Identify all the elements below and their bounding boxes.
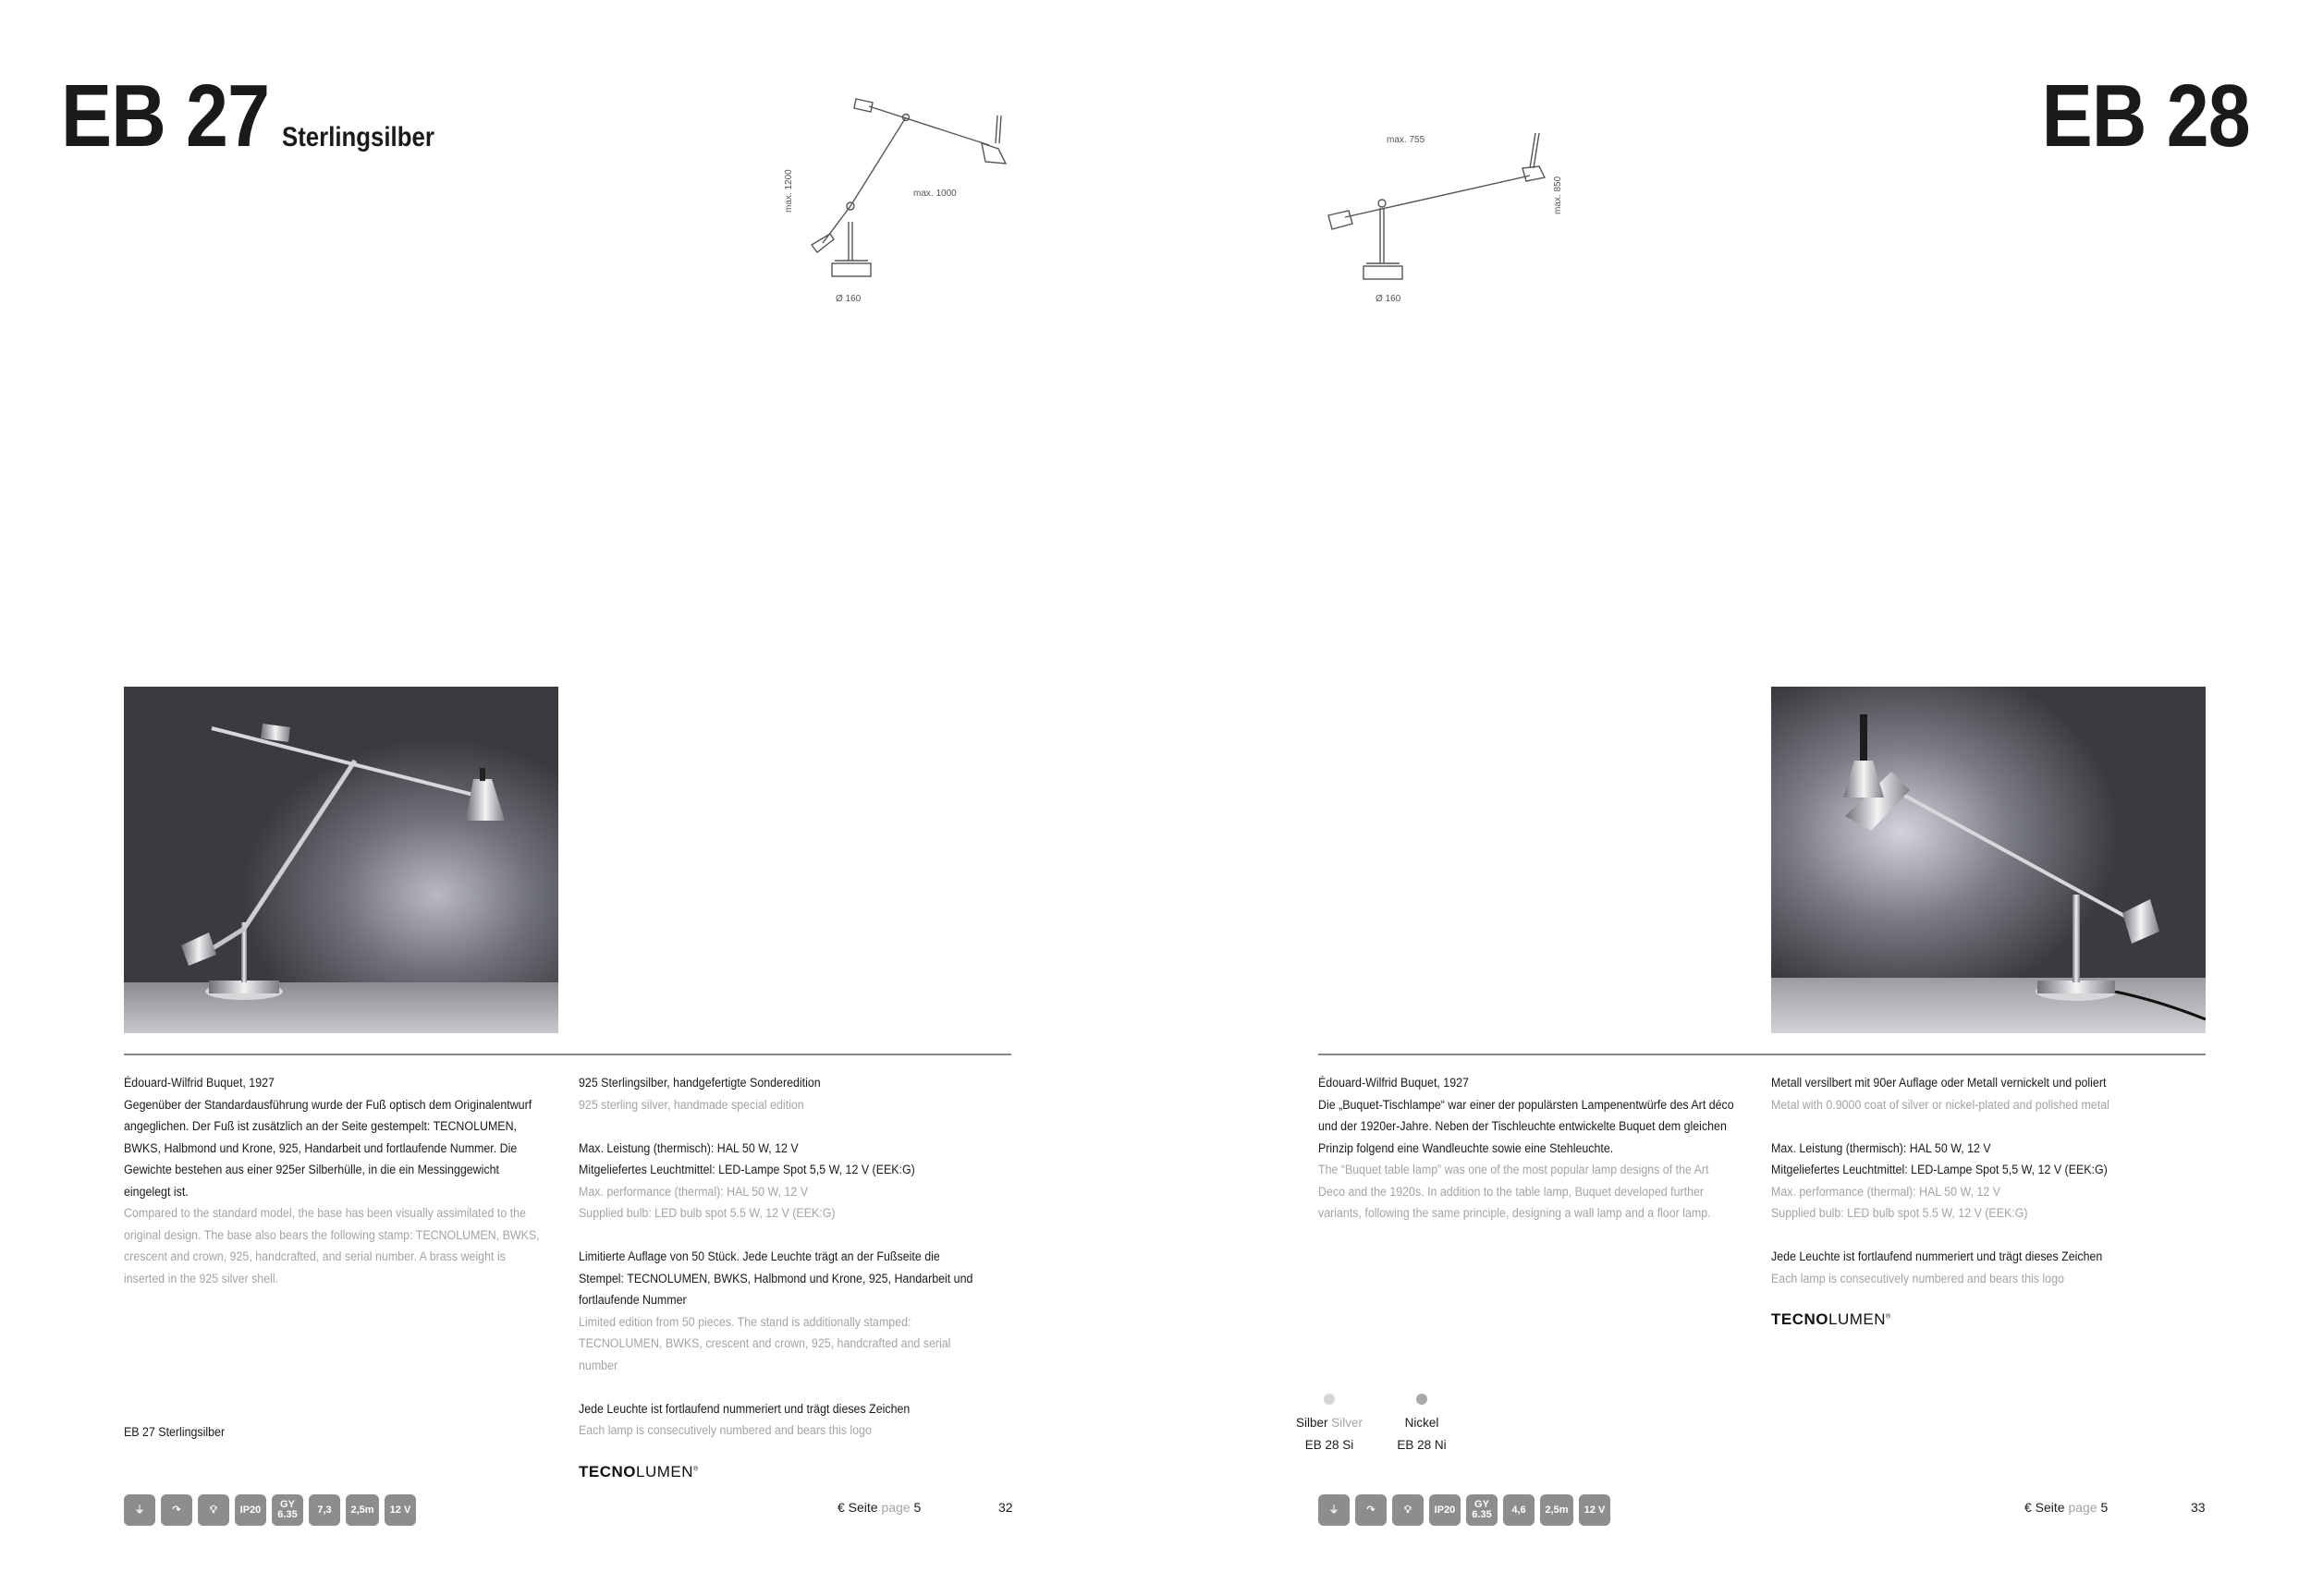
description-en: The “Buquet table lamp” was one of the most popular lamp designs of the Art Deco and the 1920s. In addition to the table lamp, Buquet developed further variants, following the same principle, designing a wall lamp and a floor lamp.: [1318, 1163, 1711, 1220]
numbered-de: Jede Leuchte ist fortlaufend nummeriert und trägt dieses Zeichen: [1771, 1249, 2103, 1263]
numbered-en: Each lamp is consecutively numbered and bears this logo: [579, 1423, 872, 1437]
variant-label: EB 27 Sterlingsilber: [124, 1425, 226, 1439]
swatch-dot-nickel: [1416, 1394, 1427, 1405]
bulb-en: Supplied bulb: LED bulb spot 5.5 W, 12 V (EEK:G): [579, 1206, 836, 1220]
swatch-label-silver: [1292, 1412, 1366, 1434]
swatch-name-en: Silver: [1331, 1416, 1363, 1430]
spec-icons-eb27: [124, 1494, 416, 1526]
page-ref-number: 5: [2100, 1500, 2109, 1515]
description-block-eb28: [1318, 1072, 1735, 1224]
divider-rule: [1318, 1054, 2206, 1055]
lamp-illustration-eb28: [1771, 687, 2206, 1033]
model-title-eb27: EB 27: [61, 67, 270, 165]
adjustable-arm-icon: ↷: [161, 1494, 192, 1526]
description-block-eb27: [124, 1072, 541, 1289]
logo-light: LUMEN: [636, 1463, 694, 1480]
weight-icon: 4,6: [1503, 1494, 1535, 1526]
finish-swatch-nickel[interactable]: [1385, 1394, 1459, 1456]
dimension-drawing-eb27: [776, 88, 1035, 319]
material-de: Metall versilbert mit 90er Auflage oder Metall vernickelt und poliert: [1771, 1076, 2107, 1090]
power-de: Max. Leistung (thermisch): HAL 50 W, 12 V: [1771, 1140, 1991, 1155]
power-de: Max. Leistung (thermisch): HAL 50 W, 12 V: [579, 1140, 799, 1155]
power-en: Max. performance (thermal): HAL 50 W, 12 V: [1771, 1184, 2001, 1199]
spec-block-eb27: [579, 1072, 978, 1442]
product-photo-eb27: [124, 687, 558, 1033]
designer-title: Édouard-Wilfrid Buquet, 1927: [124, 1076, 275, 1090]
material-en: Metal with 0.9000 coat of silver or nickel-plated and polished metal: [1771, 1097, 2109, 1112]
swatch-dot-silver: [1324, 1394, 1335, 1405]
logo-mark: ®: [693, 1466, 699, 1473]
tecnolumen-logo-left: [579, 1463, 699, 1481]
finish-swatch-silver[interactable]: [1292, 1394, 1366, 1456]
bulb-de: Mitgeliefertes Leuchtmittel: LED-Lampe Spot 5,5 W, 12 V (EEK:G): [579, 1163, 915, 1176]
page-ref-number: 5: [913, 1500, 922, 1515]
product-photo-eb28: [1771, 687, 2206, 1033]
bulb-icon: 💡︎: [198, 1494, 229, 1526]
swatch-name-de: Silber: [1295, 1416, 1328, 1430]
adjustable-arm-icon: ↷: [1355, 1494, 1387, 1526]
dimension-height: max. 850: [1553, 176, 1563, 214]
spec-icons-eb28: [1318, 1494, 1610, 1526]
power-en: Max. performance (thermal): HAL 50 W, 12 V: [579, 1184, 809, 1199]
dimension-drawing-eb28: [1308, 120, 1548, 305]
description-en: Compared to the standard model, the base has been visually assimilated to the original design. The base also bears the following stamp: TECNOLUMEN, BWKS, crescent and crown, 925, handcrafted, and serial number. A brass weight is inserted in the 925 silver shell.: [124, 1206, 540, 1285]
numbered-de: Jede Leuchte ist fortlaufend nummeriert und trägt dieses Zeichen: [579, 1401, 911, 1416]
weight-icon: 7,3: [309, 1494, 340, 1526]
dimension-base: Ø 160: [836, 294, 862, 304]
page-number-right: 33: [2191, 1500, 2206, 1515]
material-en: 925 sterling silver, handmade special edition: [579, 1097, 804, 1112]
socket-icon: GY 6.35: [272, 1494, 303, 1526]
divider-rule: [124, 1054, 1011, 1055]
tecnolumen-logo-right: [1771, 1310, 1891, 1329]
designer-title: Édouard-Wilfrid Buquet, 1927: [1318, 1076, 1469, 1090]
lamp-illustration-eb27: [124, 687, 558, 1033]
protection-class-icon: ⏚: [124, 1494, 155, 1526]
ip-rating-icon: IP20: [235, 1494, 266, 1526]
socket-icon: GY 6.35: [1466, 1494, 1498, 1526]
page-number-left: 32: [998, 1500, 1013, 1515]
page-reference-right[interactable]: [2024, 1500, 2108, 1515]
cable-length-icon: 2,5m: [1540, 1494, 1573, 1526]
page-ref-en: page: [881, 1500, 911, 1515]
spec-block-eb28: [1771, 1072, 2170, 1289]
description-de: Gegenüber der Standardausführung wurde der Fuß optisch dem Originalentwurf angeglichen. Der Fuß ist zusätzlich an der Seite gestempelt: TECNOLUMEN, BWKS, Halbmond und Krone, 925, Handarbeit und fortlaufende Nummer. Die Gewichte bestehen aus einer 925er Silberhülle, in die ein Messinggewicht eingelegt ist.: [124, 1097, 532, 1199]
page-ref-de: € Seite: [2024, 1500, 2065, 1515]
page-reference-left[interactable]: [838, 1500, 921, 1515]
bulb-de: Mitgeliefertes Leuchtmittel: LED-Lampe Spot 5,5 W, 12 V (EEK:G): [1771, 1163, 2108, 1176]
voltage-icon: 12 V: [385, 1494, 416, 1526]
swatch-code-silver: EB 28 Si: [1304, 1438, 1354, 1452]
bulb-en: Supplied bulb: LED bulb spot 5.5 W, 12 V (EEK:G): [1771, 1206, 2028, 1220]
dimension-length: max. 1000: [913, 189, 957, 199]
limited-en: Limited edition from 50 pieces. The stand is additionally stamped: TECNOLUMEN, BWKS, crescent and crown, 925, handcrafted and serial number: [579, 1314, 951, 1372]
dimension-length: max. 755: [1387, 135, 1425, 145]
model-title-eb28: EB 28: [2041, 67, 2250, 165]
bulb-icon: 💡︎: [1392, 1494, 1424, 1526]
logo-bold: TECNO: [579, 1463, 636, 1480]
logo-bold: TECNO: [1771, 1310, 1828, 1328]
page-ref-en: page: [2068, 1500, 2097, 1515]
logo-light: LUMEN: [1828, 1310, 1887, 1328]
limited-de: Limitierte Auflage von 50 Stück. Jede Leuchte trägt an der Fußseite die Stempel: TECNOLUMEN, BWKS, Halbmond und Krone, 925, Handarbeit und fortlaufende Nummer: [579, 1249, 973, 1307]
model-subtitle: Sterlingsilber: [282, 122, 434, 152]
right-page: [1156, 0, 2311, 1596]
cable-length-icon: 2,5m: [346, 1494, 379, 1526]
dimension-height: max. 1200: [784, 169, 794, 213]
dimension-base: Ø 160: [1376, 294, 1401, 304]
numbered-en: Each lamp is consecutively numbered and bears this logo: [1771, 1271, 2064, 1285]
protection-class-icon: ⏚: [1318, 1494, 1350, 1526]
description-de: Die „Buquet-Tischlampe“ war einer der populärsten Lampenentwürfe des Art déco und der 1920er-Jahre. Neben der Tischleuchte entwickelte Buquet dem gleichen Prinzip folgend eine Wandleuchte sowie eine Stehleuchte.: [1318, 1097, 1734, 1155]
logo-mark: ®: [1886, 1313, 1891, 1321]
swatch-label-nickel: Nickel: [1404, 1416, 1439, 1430]
material-de: 925 Sterlingsilber, handgefertigte Sonderedition: [579, 1076, 821, 1090]
voltage-icon: 12 V: [1579, 1494, 1610, 1526]
page-ref-de: € Seite: [838, 1500, 878, 1515]
ip-rating-icon: IP20: [1429, 1494, 1461, 1526]
swatch-code-nickel: EB 28 Ni: [1397, 1438, 1447, 1452]
